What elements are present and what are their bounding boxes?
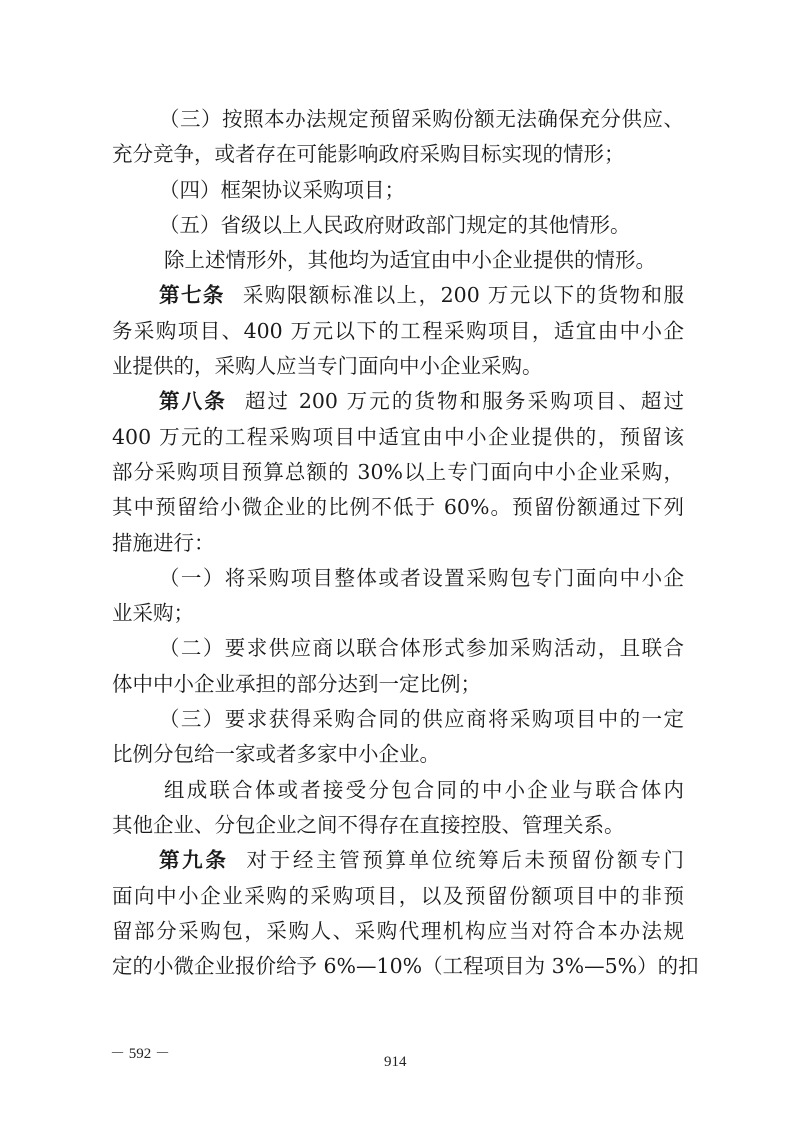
text-line: 其他企业、分包企业之间不得存在直接控股、管理关系。 — [112, 812, 625, 837]
text-line: 业提供的，采购人应当专门面向中小企业采购。 — [112, 354, 543, 379]
text-line: （二）要求供应商以联合体形式参加采购活动，且联合 — [159, 636, 684, 661]
text-line: 留部分采购包，采购人、采购代理机构应当对符合本办法规 — [112, 918, 684, 943]
text-line: （三）要求获得采购合同的供应商将采购项目中的一定 — [159, 707, 684, 732]
page-number: 914 — [384, 1054, 407, 1070]
text-line: 其中预留给小微企业的比例不低于 60%。预留份额通过下列 — [112, 495, 684, 520]
text-line: 400 万元的工程采购项目中适宜由中小企业提供的，预留该 — [112, 424, 684, 449]
body-text — [112, 102, 699, 984]
article-heading: 第八条 — [159, 389, 227, 414]
original-page-number: － 592 － — [110, 1046, 171, 1062]
text-line: （三）按照本办法规定预留采购份额无法确保充分供应、 — [159, 107, 684, 131]
article-heading: 第九条 — [159, 848, 229, 873]
text-line: 措施进行： — [112, 530, 215, 555]
text-line: 体中中小企业承担的部分达到一定比例； — [112, 671, 481, 696]
article-heading: 第七条 — [159, 283, 225, 308]
text-line: （四）框架协议采购项目； — [159, 177, 405, 202]
text-line: 务采购项目、400 万元以下的工程采购项目，适宜由中小企 — [112, 318, 684, 343]
article-heading-line: 第八条 超过 200 万元的货物和服务采购项目、超过 — [159, 389, 684, 414]
text-line: 组成联合体或者接受分包合同的中小企业与联合体内 — [164, 777, 684, 802]
text-line: （一）将采购项目整体或者设置采购包专门面向中小企 — [159, 565, 684, 590]
text-line: （五）省级以上人民政府财政部门规定的其他情形。 — [159, 212, 631, 237]
text-line: 面向中小企业采购的采购项目，以及预留份额项目中的非预 — [112, 883, 684, 908]
text-line: 充分竞争，或者存在可能影响政府采购目标实现的情形； — [112, 142, 625, 167]
text-line: 除上述情形外，其他均为适宜由中小企业提供的情形。 — [164, 248, 656, 273]
text-line: 业采购； — [112, 601, 194, 626]
text-line: 定的小微企业报价给予 6%—10%（工程项目为 3%—5%）的扣 — [112, 954, 699, 979]
text-line: 部分采购项目预算总额的 30%以上专门面向中小企业采购， — [112, 459, 684, 484]
article-heading-line: 第九条 对于经主管预算单位统筹后未预留份额专门 — [159, 848, 684, 873]
article-heading-line: 第七条 采购限额标准以上，200 万元以下的货物和服 — [159, 283, 684, 308]
text-line: 比例分包给一家或者多家中小企业。 — [112, 742, 440, 767]
